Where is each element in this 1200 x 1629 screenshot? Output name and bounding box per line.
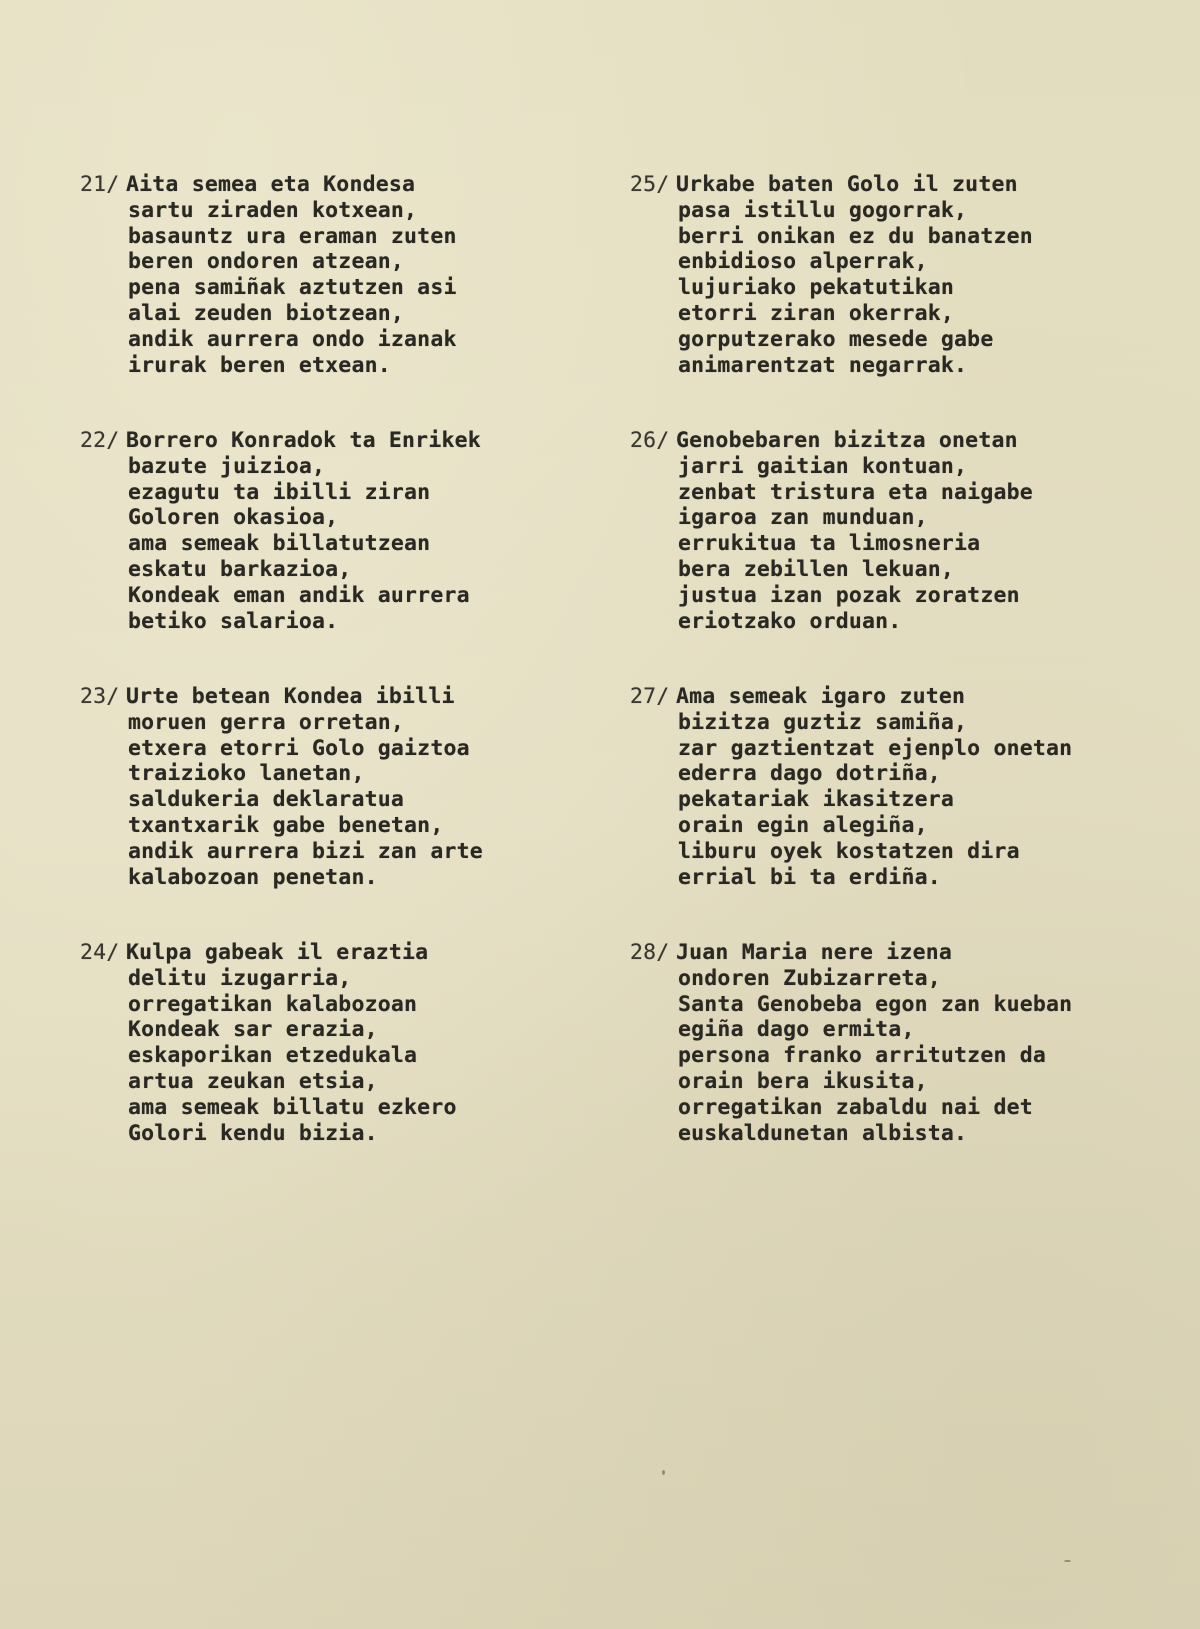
verse-line: Ama semeak igaro zuten (676, 684, 966, 709)
verse-line: persona franko arritutzen da (678, 1043, 1047, 1069)
verse-line: berri onikan ez du banatzen (678, 223, 1033, 249)
verse-line: andik aurrera bizi zan arte (128, 838, 483, 864)
right-column (630, 172, 1190, 1196)
verse-line: zenbat tristura eta naigabe (678, 479, 1033, 505)
verse-line: animarentzat negarrak. (678, 352, 968, 378)
verse-line: errukitua ta limosneria (678, 531, 981, 557)
left-column (80, 172, 640, 1196)
verse-line: orregatikan zabaldu nai det (678, 1094, 1033, 1120)
verse-number: 26/ (630, 428, 670, 453)
verse-lines (630, 940, 1190, 1146)
verse-line: orain bera ikusita, (678, 1068, 928, 1094)
ink-speck (1064, 1560, 1071, 1562)
verse-line: Santa Genobeba egon zan kueban (678, 991, 1073, 1017)
verse-line: saldukeria deklaratua (128, 787, 405, 813)
verse-line: Urkabe baten Golo il zuten (676, 172, 1018, 197)
verse-line: pena samiñak aztutzen asi (128, 275, 457, 301)
verse-25 (630, 172, 1190, 428)
verse-lines (80, 428, 640, 634)
verse-line: txantxarik gabe benetan, (128, 812, 444, 838)
verse-line: Kondeak eman andik aurrera (128, 582, 470, 608)
verse-line: bera zebillen lekuan, (678, 556, 955, 582)
verse-line: delitu izugarria, (128, 965, 352, 991)
verse-line: basauntz ura eraman zuten (128, 223, 457, 249)
verse-line: eriotzako orduan. (678, 608, 902, 634)
verse-line: jarri gaitian kontuan, (678, 453, 968, 479)
verse-23 (80, 684, 640, 940)
verse-lines (630, 428, 1190, 634)
verse-line: Aita semea eta Kondesa (126, 172, 416, 197)
verse-line: eskaporikan etzedukala (128, 1043, 418, 1069)
verse-line: ama semeak billatutzean (128, 531, 431, 557)
verse-line: bazute juizioa, (128, 453, 326, 479)
verse-line: ondoren Zubizarreta, (678, 965, 941, 991)
verse-26 (630, 428, 1190, 684)
verse-line: Juan Maria nere izena (676, 940, 953, 965)
verse-line: etxera etorri Golo gaiztoa (128, 735, 470, 761)
verse-line: alai zeuden biotzean, (128, 300, 405, 326)
verse-line: ederra dago dotriña, (678, 761, 941, 787)
verse-line: Kulpa gabeak il eraztia (126, 940, 429, 965)
verse-line: Genobebaren bizitza onetan (676, 428, 1018, 453)
verse-line: irurak beren etxean. (128, 352, 391, 378)
verse-21 (80, 172, 640, 428)
verse-line: liburu oyek kostatzen dira (678, 838, 1020, 864)
verse-lines (80, 684, 640, 890)
verse-lines (630, 684, 1190, 890)
verse-line: gorputzerako mesede gabe (678, 326, 994, 352)
verse-lines (630, 172, 1190, 378)
verse-line: Golori kendu bizia. (128, 1120, 378, 1146)
verse-line: lujuriako pekatutikan (678, 275, 955, 301)
verse-number: 21/ (80, 172, 120, 197)
verse-24 (80, 940, 640, 1196)
verse-line: pasa istillu gogorrak, (678, 197, 968, 223)
verse-line: kalabozoan penetan. (128, 864, 378, 890)
verse-lines (80, 940, 640, 1146)
verse-number: 22/ (80, 428, 120, 453)
verse-line: beren ondoren atzean, (128, 249, 405, 275)
verse-line: betiko salarioa. (128, 608, 339, 634)
verse-line: bizitza guztiz samiña, (678, 709, 968, 735)
verse-line: zar gaztientzat ejenplo onetan (678, 735, 1073, 761)
verse-line: orregatikan kalabozoan (128, 991, 418, 1017)
verse-line: errial bi ta erdiña. (678, 864, 941, 890)
verse-line: euskaldunetan albista. (678, 1120, 968, 1146)
verse-line: enbidioso alperrak, (678, 249, 928, 275)
verse-line: etorri ziran okerrak, (678, 300, 955, 326)
verse-line: Borrero Konradok ta Enrikek (126, 428, 481, 453)
ink-speck (662, 1470, 665, 1475)
verse-number: 24/ (80, 940, 120, 965)
verse-line: Urte betean Kondea ibilli (126, 684, 455, 709)
verse-line: ama semeak billatu ezkero (128, 1094, 457, 1120)
verse-line: andik aurrera ondo izanak (128, 326, 457, 352)
verse-line: Goloren okasioa, (128, 505, 339, 531)
verse-number: 23/ (80, 684, 120, 709)
verse-number: 27/ (630, 684, 670, 709)
verse-number: 28/ (630, 940, 670, 965)
verse-27 (630, 684, 1190, 940)
verse-line: Kondeak sar erazia, (128, 1017, 378, 1043)
verse-22 (80, 428, 640, 684)
verse-line: sartu ziraden kotxean, (128, 197, 418, 223)
verse-line: orain egin alegiña, (678, 812, 928, 838)
verse-line: moruen gerra orretan, (128, 709, 405, 735)
verse-line: eskatu barkazioa, (128, 556, 352, 582)
verse-line: justua izan pozak zoratzen (678, 582, 1020, 608)
verse-line: igaroa zan munduan, (678, 505, 928, 531)
verse-line: traizioko lanetan, (128, 761, 365, 787)
verse-lines (80, 172, 640, 378)
verse-line: pekatariak ikasitzera (678, 787, 955, 813)
verse-line: artua zeukan etsia, (128, 1068, 378, 1094)
verse-number: 25/ (630, 172, 670, 197)
verse-line: ezagutu ta ibilli ziran (128, 479, 431, 505)
verse-28 (630, 940, 1190, 1196)
verse-line: egiña dago ermita, (678, 1017, 915, 1043)
